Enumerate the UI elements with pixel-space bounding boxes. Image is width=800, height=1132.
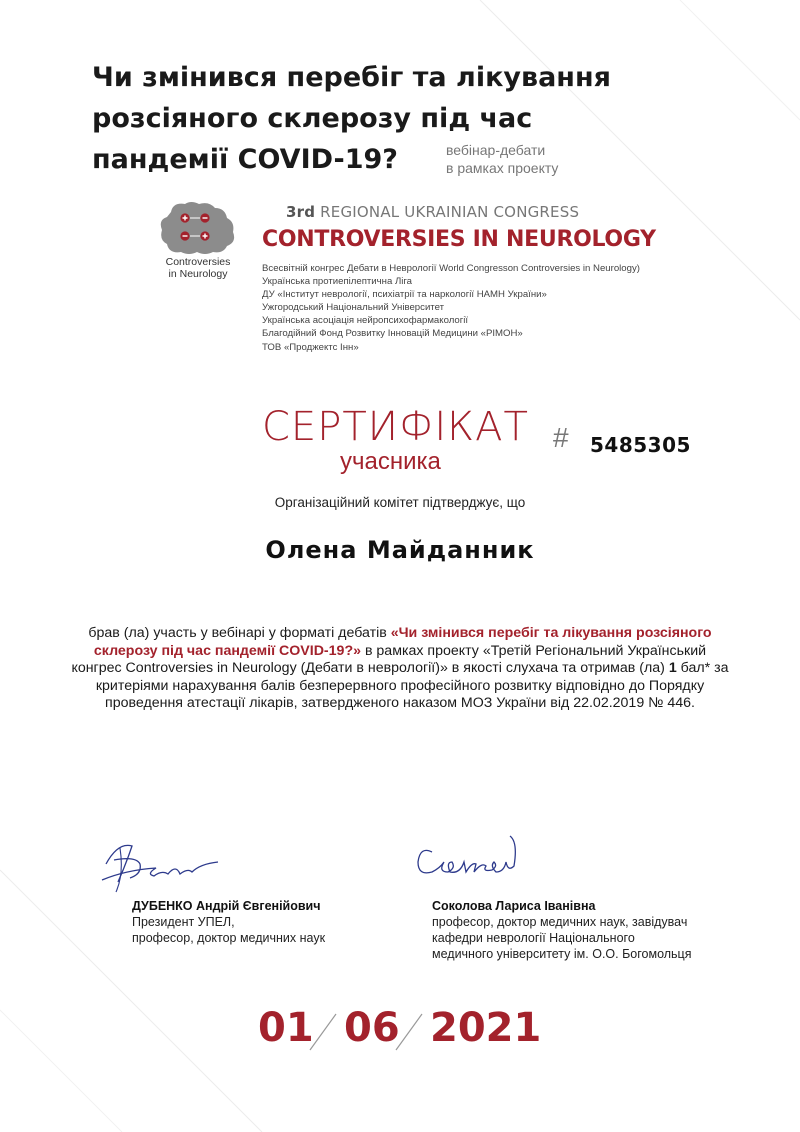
- signatory-2-role-line-2: кафедри неврології Національного: [432, 931, 635, 945]
- signature-sokolova: [410, 832, 530, 888]
- certificate-subheading: учасника: [340, 448, 441, 475]
- body-text-part-3: бал* за критеріями нарахування балів безперервного професійного розвитку відповідно до Порядку проведення атестації лікарів, затвердженого наказом МОЗ України від 22.02.2019 № 446.: [95, 660, 729, 711]
- webinar-title-highlight: «Чи змінився перебіг та лікування розсіяного склерозу під час пандемії COVID-19?»: [93, 625, 712, 659]
- date-separator-icon: [392, 1012, 426, 1052]
- signatory-1-role-line-2: професор, доктор медичних наук: [132, 931, 326, 945]
- congress-subtitle-text: REGIONAL UKRAINIAN CONGRESS: [320, 203, 580, 221]
- body-text-part-1: брав (ла) участь у вебінарі у форматі дебатів: [88, 625, 391, 641]
- signatory-2-role-line-1: професор, доктор медичних наук, завідувач: [432, 915, 688, 929]
- organizer-item: Українська асоціація нейропсихофармакології: [262, 315, 469, 327]
- signatory-2-name: Соколова Лариса Іванівна: [432, 899, 596, 913]
- certificate-body: [70, 625, 730, 713]
- organizer-item: Всесвітній конгрес Дебати в Неврології World Congresson Controversies in Neurology): [262, 263, 640, 274]
- organizer-item: Ужгородський Національний Університет: [262, 302, 444, 314]
- points-value: 1: [668, 660, 677, 676]
- title-line-2: розсіяного склерозу під час: [92, 103, 533, 134]
- date-month: 06: [344, 1005, 400, 1051]
- organizer-item: ДУ «Інститут неврології, психіатрії та наркології НАМН України»: [262, 289, 547, 301]
- webinar-note-line-1: вебінар-дебати: [446, 142, 546, 158]
- organizer-item: Українська протиепілептична Ліга: [262, 276, 413, 288]
- date-separator-icon: [306, 1012, 340, 1052]
- certificate-hash-sign: #: [553, 422, 569, 453]
- logo-caption-line-2: in Neurology: [168, 268, 228, 280]
- logo-caption-line-1: Controversies: [165, 256, 231, 268]
- organizer-item: Благодійний Фонд Розвитку Інновацій Медицини «РІМОН»: [262, 328, 523, 340]
- congress-title: CONTROVERSIES IN NEUROLOGY: [262, 227, 656, 252]
- title-line-1: Чи змінився перебіг та лікування: [92, 62, 611, 93]
- organizer-item: ТОВ «Проджектс Інн»: [262, 341, 359, 353]
- signatory-2-role-line-3: медичного університету ім. О.О. Богомольця: [432, 947, 692, 961]
- signature-dubenko: [96, 834, 226, 896]
- congress-ordinal: 3rd: [286, 203, 316, 221]
- webinar-note-line-2: в рамках проекту: [446, 160, 559, 176]
- date-year: 2021: [430, 1005, 542, 1051]
- certificate-number: 5485305: [590, 433, 691, 457]
- body-text-part-2: в рамках проекту «Третій Регіональний Український конгрес Controversies in Neurology (Дебати в неврології)» в якості слухача та отримав (ла): [71, 642, 707, 676]
- recipient-name: Олена Майданник: [265, 536, 535, 564]
- signatory-1-name: ДУБЕНКО Андрій Євгенійович: [132, 899, 321, 913]
- organizer-list: [262, 262, 640, 354]
- confirmation-text: Організаційний комітет підтверджує, що: [274, 495, 526, 510]
- certificate-heading: СЕРТИФІКАТ: [262, 404, 529, 450]
- congress-subtitle: [286, 203, 579, 221]
- brain-logo-icon: [157, 200, 237, 256]
- title-line-3: пандемії COVID-19?: [92, 144, 398, 175]
- signatory-1-role-line-1: Президент УПЕЛ,: [132, 915, 235, 929]
- date-day: 01: [258, 1005, 314, 1051]
